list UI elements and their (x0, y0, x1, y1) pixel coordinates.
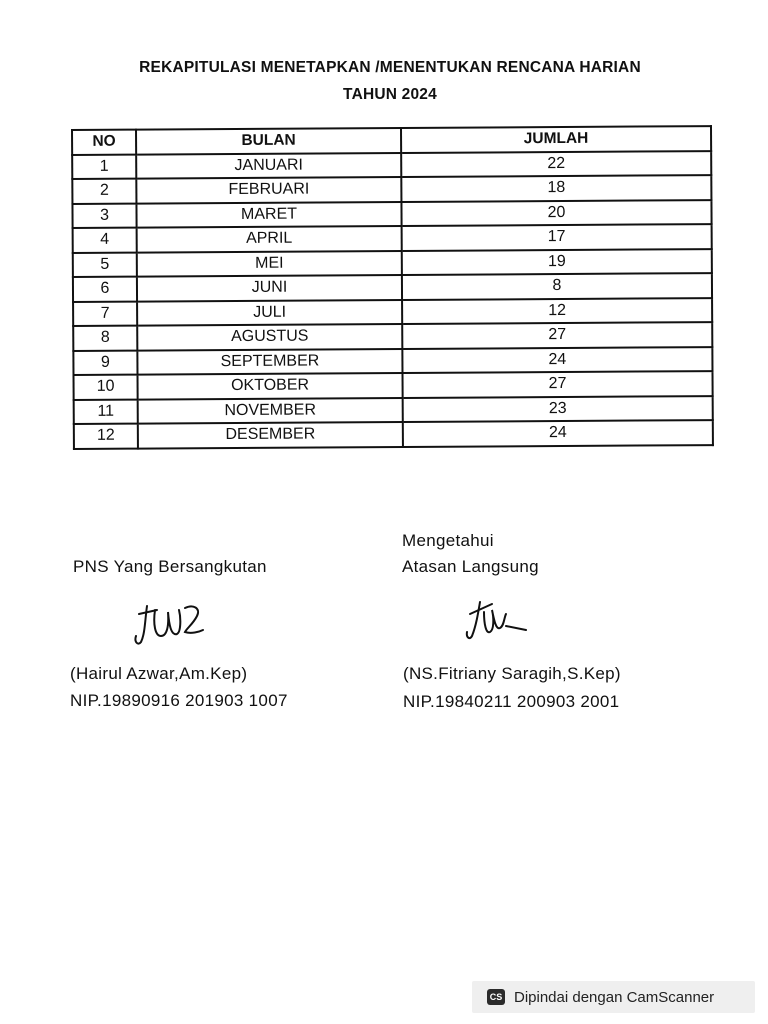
table-row (74, 420, 713, 448)
cell-jumlah: 24 (402, 347, 712, 373)
document-title: REKAPITULASI MENETAPKAN /MENENTUKAN RENCANA HARIAN (139, 59, 641, 76)
left-signer-name: (Hairul Azwar,Am.Kep) (70, 664, 248, 683)
cell-no: 4 (73, 228, 137, 253)
cell-bulan: JANUARI (136, 152, 401, 178)
left-signature-icon (133, 598, 213, 652)
cell-bulan: SEPTEMBER (137, 348, 402, 374)
cell-no: 7 (73, 301, 137, 326)
cell-jumlah: 12 (402, 298, 712, 324)
table-body (72, 151, 713, 449)
cell-no: 11 (74, 399, 138, 424)
cell-jumlah: 17 (402, 224, 712, 250)
cell-bulan: FEBRUARI (136, 177, 401, 203)
right-signature-icon (462, 596, 532, 646)
cell-jumlah: 27 (402, 371, 712, 397)
recap-table (71, 125, 714, 449)
cell-jumlah: 22 (401, 151, 711, 177)
cell-bulan: DESEMBER (138, 422, 403, 448)
camscanner-text: Dipindai dengan CamScanner (514, 988, 715, 1006)
cell-bulan: OKTOBER (138, 373, 403, 399)
left-signer-role: PNS Yang Bersangkutan (73, 557, 267, 576)
right-signer-name: (NS.Fitriany Saragih,S.Kep) (403, 664, 621, 683)
cell-no: 1 (72, 154, 136, 179)
cell-jumlah: 27 (402, 322, 712, 348)
cell-no: 6 (73, 277, 137, 302)
right-signer-intro: Mengetahui (402, 531, 494, 550)
camscanner-badge (472, 981, 755, 1013)
cell-no: 5 (73, 252, 137, 277)
header-no: NO (72, 130, 136, 155)
header-jumlah: JUMLAH (401, 126, 711, 152)
cell-no: 9 (73, 350, 137, 375)
left-signer-nip: NIP.19890916 201903 1007 (70, 691, 288, 710)
cell-no: 2 (72, 179, 136, 204)
cell-jumlah: 23 (403, 396, 713, 422)
document-subtitle: TAHUN 2024 (343, 86, 437, 103)
camscanner-logo-icon: CS (487, 989, 505, 1005)
header-bulan: BULAN (136, 128, 401, 154)
cell-bulan: MARET (136, 201, 401, 227)
cell-jumlah: 24 (403, 420, 713, 446)
cell-jumlah: 20 (401, 200, 711, 226)
cell-bulan: JUNI (137, 275, 402, 301)
cell-bulan: APRIL (137, 226, 402, 252)
right-signer-role: Atasan Langsung (402, 557, 539, 576)
cell-bulan: MEI (137, 250, 402, 276)
cell-no: 12 (74, 424, 138, 449)
right-signer-nip: NIP.19840211 200903 2001 (403, 692, 620, 711)
cell-no: 3 (72, 203, 136, 228)
cell-bulan: NOVEMBER (138, 397, 403, 423)
cell-jumlah: 18 (401, 175, 711, 201)
cell-no: 8 (73, 326, 137, 351)
cell-jumlah: 8 (402, 273, 712, 299)
cell-bulan: AGUSTUS (137, 324, 402, 350)
cell-bulan: JULI (137, 299, 402, 325)
cell-no: 10 (74, 375, 138, 400)
cell-jumlah: 19 (402, 249, 712, 275)
